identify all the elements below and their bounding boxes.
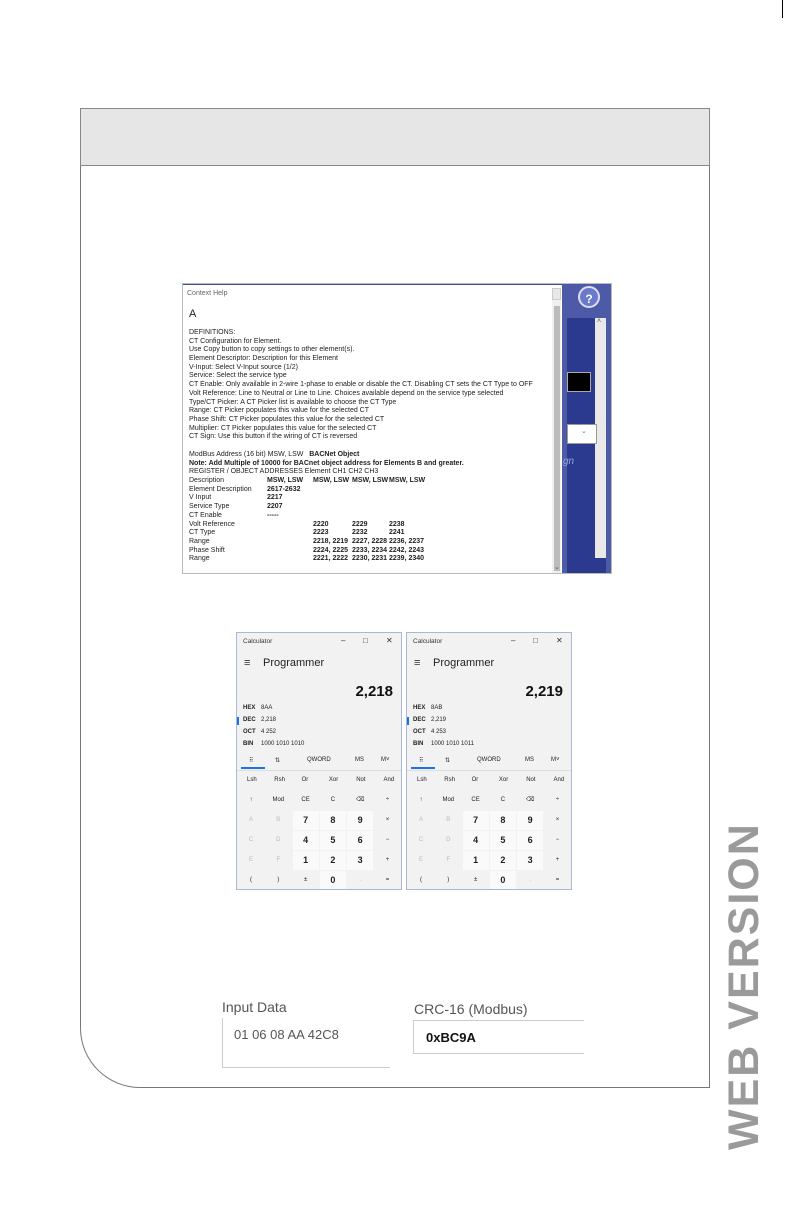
dec-selected-indicator	[237, 717, 239, 725]
side-partial-text: gn	[563, 456, 575, 467]
key-button[interactable]: ÷	[385, 797, 390, 803]
help-button[interactable]: ?	[578, 286, 600, 308]
minimize-icon[interactable]: –	[511, 636, 516, 645]
address-cell: MSW, LSW	[389, 477, 426, 485]
word-size-button[interactable]: QWORD	[307, 757, 331, 763]
address-cell: 2238	[389, 520, 405, 528]
address-cell: Service Type	[189, 503, 230, 511]
header-band	[80, 108, 710, 166]
key-button[interactable]: ↑	[249, 797, 253, 803]
bitwise-button[interactable]: Rsh	[444, 777, 455, 783]
address-rows	[189, 477, 464, 563]
address-cell: Element Description	[189, 485, 252, 493]
key-button[interactable]: (	[420, 877, 422, 883]
key-button[interactable]: 5	[490, 831, 516, 850]
key-button[interactable]: (	[250, 877, 252, 883]
key-button[interactable]: −	[385, 837, 390, 843]
address-cell: 2229	[352, 520, 368, 528]
memory-store-button[interactable]: MS	[525, 757, 534, 763]
dec-selected-indicator	[407, 717, 409, 725]
close-icon[interactable]: ✕	[386, 636, 393, 645]
chevron-down-icon[interactable]: ⌄	[554, 564, 560, 571]
key-button[interactable]: C	[418, 837, 424, 843]
def-line: Range: CT Picker populates this value for the selected CT	[189, 407, 370, 415]
radix-row-oct[interactable]	[243, 729, 276, 735]
address-row	[189, 538, 464, 547]
address-cell: 2223	[313, 529, 329, 537]
memory-store-button[interactable]: MS	[355, 757, 364, 763]
key-button[interactable]: =	[555, 877, 560, 883]
key-button[interactable]: C	[248, 837, 254, 843]
address-header: REGISTER / OBJECT ADDRESSES Element CH1 CH2 CH3	[189, 468, 379, 476]
key-button[interactable]: +	[555, 857, 560, 863]
key-button[interactable]: 3	[517, 851, 543, 870]
key-button[interactable]: F	[446, 857, 451, 863]
key-button[interactable]: =	[385, 877, 390, 883]
address-cell: 2236, 2237	[389, 537, 425, 545]
address-cell: 2221, 2222	[313, 555, 349, 563]
address-cell: Volt Reference	[189, 520, 235, 528]
dropdown-arrow-icon[interactable]: ⌄	[581, 428, 587, 435]
key-button[interactable]: 5	[320, 831, 346, 850]
maximize-icon[interactable]: □	[533, 636, 538, 645]
maximize-icon[interactable]: □	[363, 636, 368, 645]
key-button[interactable]: C	[500, 797, 506, 803]
radix-row-oct[interactable]	[413, 729, 446, 735]
address-row	[189, 486, 464, 495]
key-button[interactable]: 7	[293, 811, 319, 830]
crc-result-value: 0xBC9A	[426, 1030, 476, 1045]
divider	[407, 770, 572, 771]
def-line: DEFINITIONS:	[189, 329, 236, 336]
key-button[interactable]: ×	[385, 817, 390, 823]
key-button[interactable]: 4	[293, 831, 319, 850]
bacnet-note: Note: Add Multiple of 10000 for BACnet object address for Elements B and greater.	[189, 459, 464, 467]
radix-label: OCT	[243, 729, 256, 735]
key-button[interactable]: D	[276, 837, 281, 843]
key-button[interactable]: 6	[517, 831, 543, 850]
active-tab-underline	[241, 767, 265, 769]
close-icon[interactable]: ✕	[556, 636, 563, 645]
help-addresses	[189, 451, 464, 563]
key-button[interactable]: )	[277, 877, 280, 883]
bitwise-button[interactable]: Not	[526, 777, 536, 783]
address-cell: MSW, LSW	[352, 477, 389, 485]
web-version-label: WEB VERSION	[720, 822, 768, 1150]
divider	[237, 770, 402, 771]
bitwise-row	[237, 773, 402, 789]
address-cell: Description	[189, 477, 225, 485]
radix-value: 4 253	[431, 729, 447, 735]
radix-value: 8AA	[261, 705, 273, 711]
hamburger-menu-icon[interactable]: ≡	[244, 657, 251, 669]
help-scroll-up[interactable]	[552, 288, 561, 300]
address-cell: -----	[267, 511, 279, 519]
help-title: Context Help	[187, 290, 228, 297]
key-button[interactable]: D	[446, 837, 451, 843]
key-button[interactable]: 8	[490, 811, 516, 830]
address-cell: 2241	[389, 529, 405, 537]
def-line: Phase Shift: CT Picker populates this value for the selected CT	[189, 415, 385, 423]
radix-value: 4 252	[261, 729, 277, 735]
key-button[interactable]: ⌫	[355, 797, 365, 803]
bit-keypad-icon[interactable]: ⠿	[419, 758, 424, 764]
address-cell: 2242, 2243	[389, 546, 425, 554]
key-button[interactable]: ↑	[419, 797, 423, 803]
def-line: Type/CT Picker: A CT Picker list is available to choose the CT Type	[189, 398, 397, 406]
key-button[interactable]: C	[330, 797, 336, 803]
radix-value: 1000 1010 1010	[261, 741, 305, 747]
radix-label: BIN	[243, 741, 254, 747]
address-row	[189, 512, 464, 521]
address-row	[189, 494, 464, 503]
key-button[interactable]: ±	[473, 877, 478, 883]
def-line: CT Enable: Only available in 2-wire 1-phase to enable or disable the CT. Disabling CT sets the CT Type to OFF	[189, 381, 533, 389]
radix-value: 2,219	[431, 717, 447, 723]
bitwise-button[interactable]: Xor	[498, 777, 509, 783]
radix-value: 1000 1010 1011	[431, 741, 474, 747]
radix-row-bin[interactable]	[413, 741, 474, 747]
key-button[interactable]: 0	[490, 871, 516, 890]
bitwise-button[interactable]: Xor	[328, 777, 339, 783]
active-tab-underline	[411, 767, 435, 769]
page-frame	[80, 108, 710, 1088]
bitwise-button[interactable]: Or	[471, 777, 479, 783]
key-button[interactable]: B	[446, 817, 451, 823]
address-cell: 2217	[267, 494, 283, 502]
key-button[interactable]: .	[359, 877, 362, 883]
key-button[interactable]: Mod	[442, 797, 455, 803]
window-title: Calculator	[413, 638, 443, 645]
address-cell: 2239, 2340	[389, 555, 425, 563]
radix-row-hex[interactable]	[243, 705, 272, 711]
def-line: Service: Select the service type	[189, 372, 287, 380]
key-button[interactable]: .	[529, 877, 532, 883]
address-row	[189, 555, 464, 564]
calculator-left	[236, 632, 402, 890]
help-definitions	[189, 329, 533, 442]
bitwise-button[interactable]: Or	[301, 777, 309, 783]
address-row	[189, 503, 464, 512]
address-cell: 2224, 2225	[313, 546, 349, 554]
modbus-label: ModBus Address (16 bit) MSW, LSW	[189, 451, 304, 458]
key-button[interactable]: A	[248, 817, 253, 823]
key-button[interactable]: 2	[490, 851, 516, 870]
input-data-label: Input Data	[222, 999, 287, 1015]
radix-label: OCT	[413, 729, 426, 735]
key-button[interactable]: 2	[320, 851, 346, 870]
keypad-tabs	[237, 754, 402, 768]
key-button[interactable]: 0	[320, 871, 346, 890]
key-button[interactable]: 9	[517, 811, 543, 830]
key-button[interactable]: 6	[347, 831, 373, 850]
bit-keypad-icon[interactable]: ⠿	[249, 758, 254, 764]
key-button[interactable]: CE	[301, 797, 310, 803]
def-line: CT Sign: Use this button if the wiring of CT is reversed	[189, 433, 358, 441]
radix-row-dec[interactable]	[413, 717, 446, 723]
def-line: Multiplier: CT Picker populates this value for the selected CT	[189, 424, 377, 432]
address-cell: 2233, 2234	[352, 546, 388, 554]
radix-row-bin[interactable]	[243, 741, 304, 747]
key-button[interactable]: −	[555, 837, 560, 843]
bit-toggle-icon[interactable]: ⇅	[445, 758, 451, 764]
key-button[interactable]: 4	[463, 831, 489, 850]
address-cell: 2207	[267, 503, 283, 511]
bit-toggle-icon[interactable]: ⇅	[275, 758, 281, 764]
input-data-field[interactable]	[222, 1018, 390, 1068]
key-button[interactable]: Mod	[272, 797, 285, 803]
def-line: V-Input: Select V-Input source (1/2)	[189, 363, 298, 371]
def-line: Volt Reference: Line to Neutral or Line to Line. Choices available depend on the service type selected	[189, 389, 504, 397]
address-row	[189, 547, 464, 556]
key-button[interactable]: 1	[463, 851, 489, 870]
memory-list-button[interactable]: M˅	[551, 757, 560, 763]
bitwise-button[interactable]: Not	[356, 777, 366, 783]
radix-label: DEC	[243, 717, 256, 723]
address-cell: 2227, 2228	[352, 537, 388, 545]
side-black-field	[567, 372, 591, 392]
address-row	[189, 521, 464, 530]
chevron-up-icon[interactable]: ˄	[597, 318, 602, 325]
minimize-icon[interactable]: –	[341, 636, 346, 645]
key-button[interactable]: 8	[320, 811, 346, 830]
key-button[interactable]: 3	[347, 851, 373, 870]
bitwise-button[interactable]: Lsh	[417, 777, 427, 783]
mode-title: Programmer	[433, 657, 495, 669]
input-data-value: 01 06 08 AA 42C8	[234, 1027, 339, 1042]
key-button[interactable]: ±	[303, 877, 308, 883]
key-button[interactable]: 9	[347, 811, 373, 830]
def-line: CT Configuration for Element.	[189, 337, 282, 345]
calculator-right	[406, 632, 572, 890]
radix-row-hex[interactable]	[413, 705, 442, 711]
context-help-panel	[182, 283, 612, 574]
key-button[interactable]: CE	[471, 797, 480, 803]
radix-row-dec[interactable]	[243, 717, 276, 723]
key-button[interactable]: E	[418, 857, 423, 863]
key-button[interactable]: ×	[555, 817, 560, 823]
key-button[interactable]: A	[418, 817, 423, 823]
radix-label: BIN	[413, 741, 424, 747]
key-button[interactable]: )	[447, 877, 450, 883]
address-cell: 2218, 2219	[313, 537, 349, 545]
def-line: Element Descriptor: Description for this Element	[189, 355, 338, 363]
address-cell: 2617-2632	[267, 485, 301, 493]
bitwise-button[interactable]: And	[383, 777, 395, 783]
keypad-tabs	[407, 754, 572, 768]
address-cell: 2232	[352, 529, 368, 537]
memory-list-button[interactable]: M˅	[381, 757, 390, 763]
crop-mark	[782, 0, 783, 18]
radix-label: DEC	[413, 717, 426, 723]
mode-title: Programmer	[263, 657, 325, 669]
bitwise-row	[407, 773, 572, 789]
help-top-border	[183, 284, 611, 285]
key-button[interactable]: E	[248, 857, 253, 863]
address-row	[189, 529, 464, 538]
bitwise-button[interactable]: Rsh	[274, 777, 285, 783]
address-cell: CT Enable	[189, 511, 222, 519]
address-cell: Phase Shift	[189, 546, 225, 554]
key-button[interactable]: +	[385, 857, 390, 863]
bitwise-button[interactable]: Lsh	[247, 777, 257, 783]
address-cell: CT Type	[189, 529, 216, 537]
key-button[interactable]: F	[276, 857, 281, 863]
modbus-line	[189, 451, 464, 460]
address-cell: MSW, LSW	[313, 477, 350, 485]
address-cell: MSW, LSW	[267, 477, 304, 485]
key-button[interactable]: 7	[463, 811, 489, 830]
address-row	[189, 477, 464, 486]
result-display: 2,219	[525, 683, 563, 700]
bitwise-button[interactable]: And	[553, 777, 565, 783]
address-cell: 2230, 2231	[352, 555, 388, 563]
crc-label: CRC-16 (Modbus)	[414, 1001, 528, 1017]
help-scrollbar-thumb[interactable]	[554, 306, 560, 571]
address-cell: 2220	[313, 520, 329, 528]
key-button[interactable]: B	[276, 817, 281, 823]
radix-label: HEX	[243, 705, 256, 711]
radix-value: 8AB	[431, 705, 443, 711]
key-button[interactable]: ⌫	[525, 797, 535, 803]
def-line: Use Copy button to copy settings to other element(s).	[189, 346, 355, 354]
word-size-button[interactable]: QWORD	[477, 757, 501, 763]
window-title: Calculator	[243, 638, 273, 645]
radix-value: 2,218	[261, 717, 277, 723]
address-cell: Range	[189, 555, 210, 563]
key-button[interactable]: ÷	[555, 797, 560, 803]
result-display: 2,218	[355, 683, 393, 700]
hamburger-menu-icon[interactable]: ≡	[414, 657, 421, 669]
radix-label: HEX	[413, 705, 426, 711]
address-cell: V Input	[189, 494, 212, 502]
bacnet-label: BACNet Object	[309, 451, 360, 458]
crc-result-field[interactable]	[413, 1020, 584, 1054]
help-element-letter: A	[189, 308, 197, 320]
address-cell: Range	[189, 537, 210, 545]
key-button[interactable]: 1	[293, 851, 319, 870]
